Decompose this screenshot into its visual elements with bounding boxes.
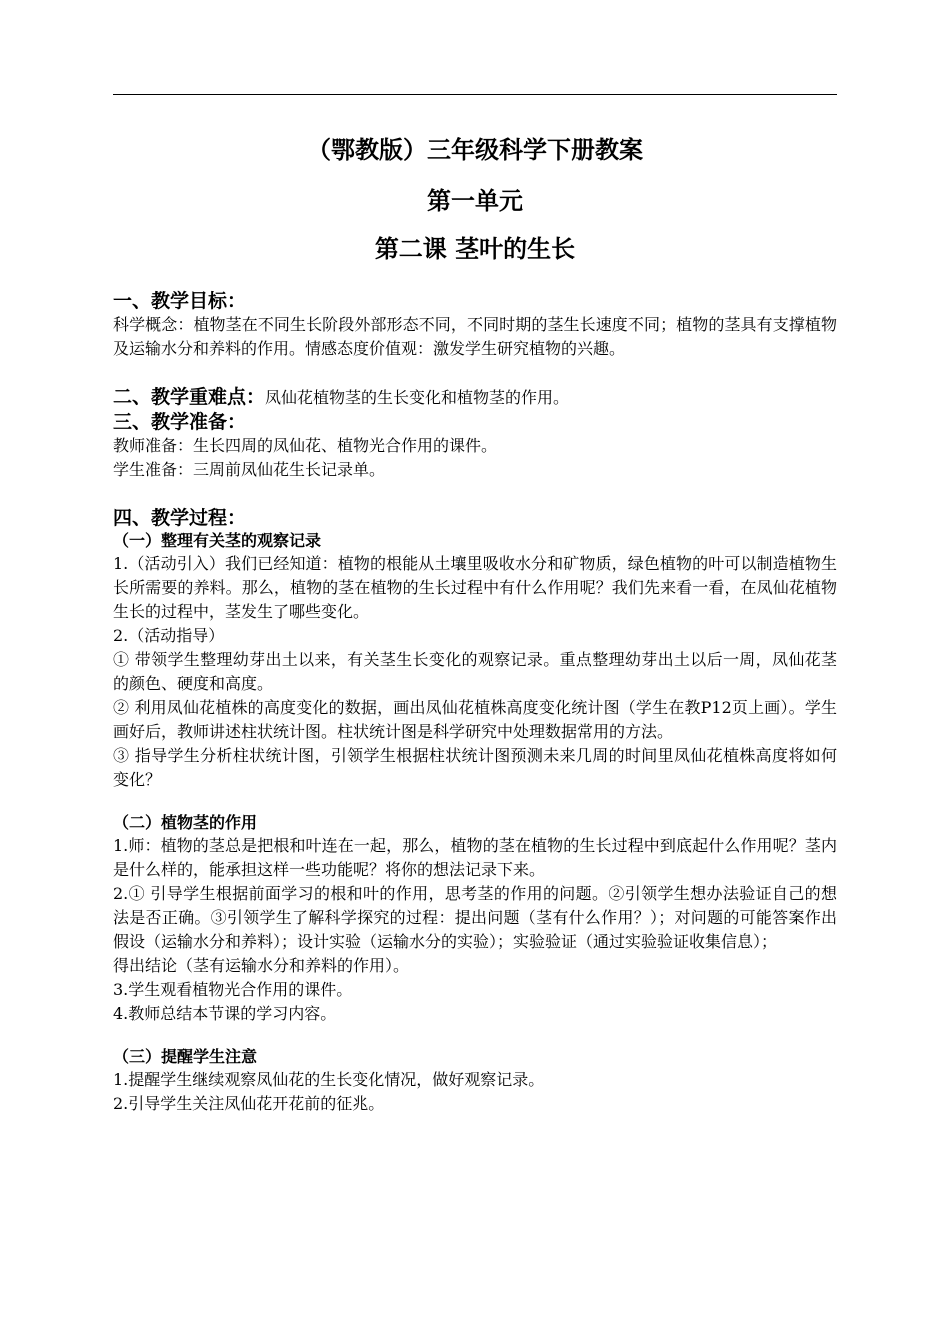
lesson-title: 第二课 茎叶的生长: [374, 234, 576, 263]
section1-line: ③ 指导学生分析柱状统计图，引领学生根据柱状统计图预测未来几周的时间里凤仙花植株高度将如何变化？: [113, 746, 837, 789]
section2-line: 4.教师总结本节课的学习内容。: [113, 1004, 337, 1023]
section2-heading: （二）植物茎的作用: [113, 813, 258, 832]
objectives-heading: 一、教学目标：: [113, 290, 247, 312]
header-rule: [113, 94, 837, 95]
student-preparation: 学生准备：三周前凤仙花生长记录单。: [113, 460, 386, 479]
section3-line: 1.提醒学生继续观察凤仙花的生长变化情况，做好观察记录。: [113, 1070, 545, 1089]
key-points-text: 凤仙花植物茎的生长变化和植物茎的作用。: [265, 388, 570, 407]
section3-heading: （三）提醒学生注意: [113, 1047, 258, 1066]
section1-line: ① 带领学生整理幼芽出土以来，有关茎生长变化的观察记录。重点整理幼芽出土以后一周，凤仙花茎的颜色、硬度和高度。: [113, 650, 837, 693]
section1-line: 1.（活动引入）我们已经知道：植物的根能从土壤里吸收水分和矿物质，绿色植物的叶可以制造植物生长所需要的养料。那么，植物的茎在植物的生长过程中有什么作用呢？我们先来看一看，在凤仙花植物生长的过程中，茎发生了哪些变化。: [113, 554, 837, 621]
section1-heading: （一）整理有关茎的观察记录: [113, 531, 322, 550]
section2-line: 得出结论（茎有运输水分和养料的作用）。: [113, 956, 410, 975]
teacher-preparation: 教师准备：生长四周的凤仙花、植物光合作用的课件。: [113, 436, 498, 455]
key-points-paragraph: [113, 385, 837, 410]
section1-line: ② 利用凤仙花植株的高度变化的数据，画出凤仙花植株高度变化统计图（学生在教P12页上画）。学生画好后，教师讲述柱状统计图。柱状统计图是科学研究中处理数据常用的方法。: [113, 698, 837, 741]
key-points-heading: 二、教学重难点：: [113, 386, 266, 408]
section1-line: 2.（活动指导）: [113, 626, 225, 645]
objectives-text: 科学概念：植物茎在不同生长阶段外部形态不同，不同时期的茎生长速度不同；植物的茎具有支撑植物及运输水分和养料的作用。情感态度价值观：激发学生研究植物的兴趣。: [113, 315, 837, 358]
document-title: （鄂教版）三年级科学下册教案: [307, 135, 643, 164]
section2-line: 1.师：植物的茎总是把根和叶连在一起，那么，植物的茎在植物的生长过程中到底起什么作用呢？茎内是什么样的，能承担这样一些功能呢？将你的想法记录下来。: [113, 836, 837, 879]
unit-title: 第一单元: [427, 186, 523, 215]
section3-line: 2.引导学生关注凤仙花开花前的征兆。: [113, 1094, 385, 1113]
preparation-heading: 三、教学准备：: [113, 411, 247, 433]
section2-line: 3.学生观看植物光合作用的课件。: [113, 980, 353, 999]
process-heading: 四、教学过程：: [113, 507, 247, 529]
document-page: [113, 128, 837, 1116]
section2-line: 2.① 引导学生根据前面学习的根和叶的作用，思考茎的作用的问题。②引领学生想办法验证自己的想法是否正确。③引领学生了解科学探究的过程：提出问题（茎有什么作用？）；对问题的可能答案作出假设（运输水分和养料）；设计实验（运输水分的实验）；实验验证（通过实验验证收集信息）；: [113, 884, 837, 951]
